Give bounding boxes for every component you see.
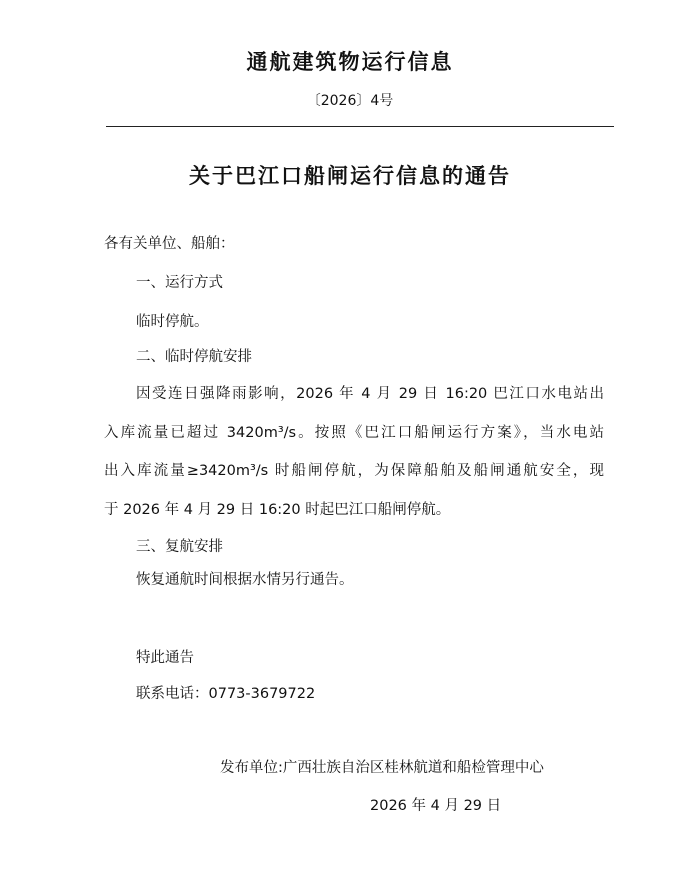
contact-phone: 联系电话：0773-3679722	[136, 686, 316, 702]
document-number: 〔2026〕4号	[306, 93, 394, 109]
salutation: 各有关单位、船舶：	[104, 236, 235, 252]
closing-text: 特此通告	[136, 650, 194, 666]
section-3-body: 恢复通航时间根据水情另行通告。	[136, 572, 354, 588]
header-title: 通航建筑物运行信息	[246, 49, 454, 74]
paragraph-line: 因受连日强降雨影响，2026 年 4 月 29 日 16:20 巴江口水电站出	[136, 386, 604, 402]
header-divider	[106, 126, 614, 127]
paragraph-line: 出入库流量≥3420m³/s 时船闸停航，为保障船舶及船闸通航安全，现	[104, 463, 604, 479]
publisher: 发布单位:广西壮族自治区桂林航道和船检管理中心	[220, 760, 544, 776]
publish-date: 2026 年 4 月 29 日	[370, 798, 502, 814]
section-3-heading: 三、复航安排	[136, 539, 223, 555]
section-2-heading: 二、临时停航安排	[136, 349, 252, 365]
section-2-paragraph	[104, 384, 604, 538]
section-1-heading: 一、运行方式	[136, 275, 223, 291]
section-1-body: 临时停航。	[136, 314, 209, 330]
paragraph-line: 于 2026 年 4 月 29 日 16:20 时起巴江口船闸停航。	[104, 501, 451, 518]
paragraph-line: 入库流量已超过 3420m³/s。按照《巴江口船闸运行方案》，当水电站	[104, 424, 604, 441]
notice-title: 关于巴江口船闸运行信息的通告	[189, 163, 511, 188]
